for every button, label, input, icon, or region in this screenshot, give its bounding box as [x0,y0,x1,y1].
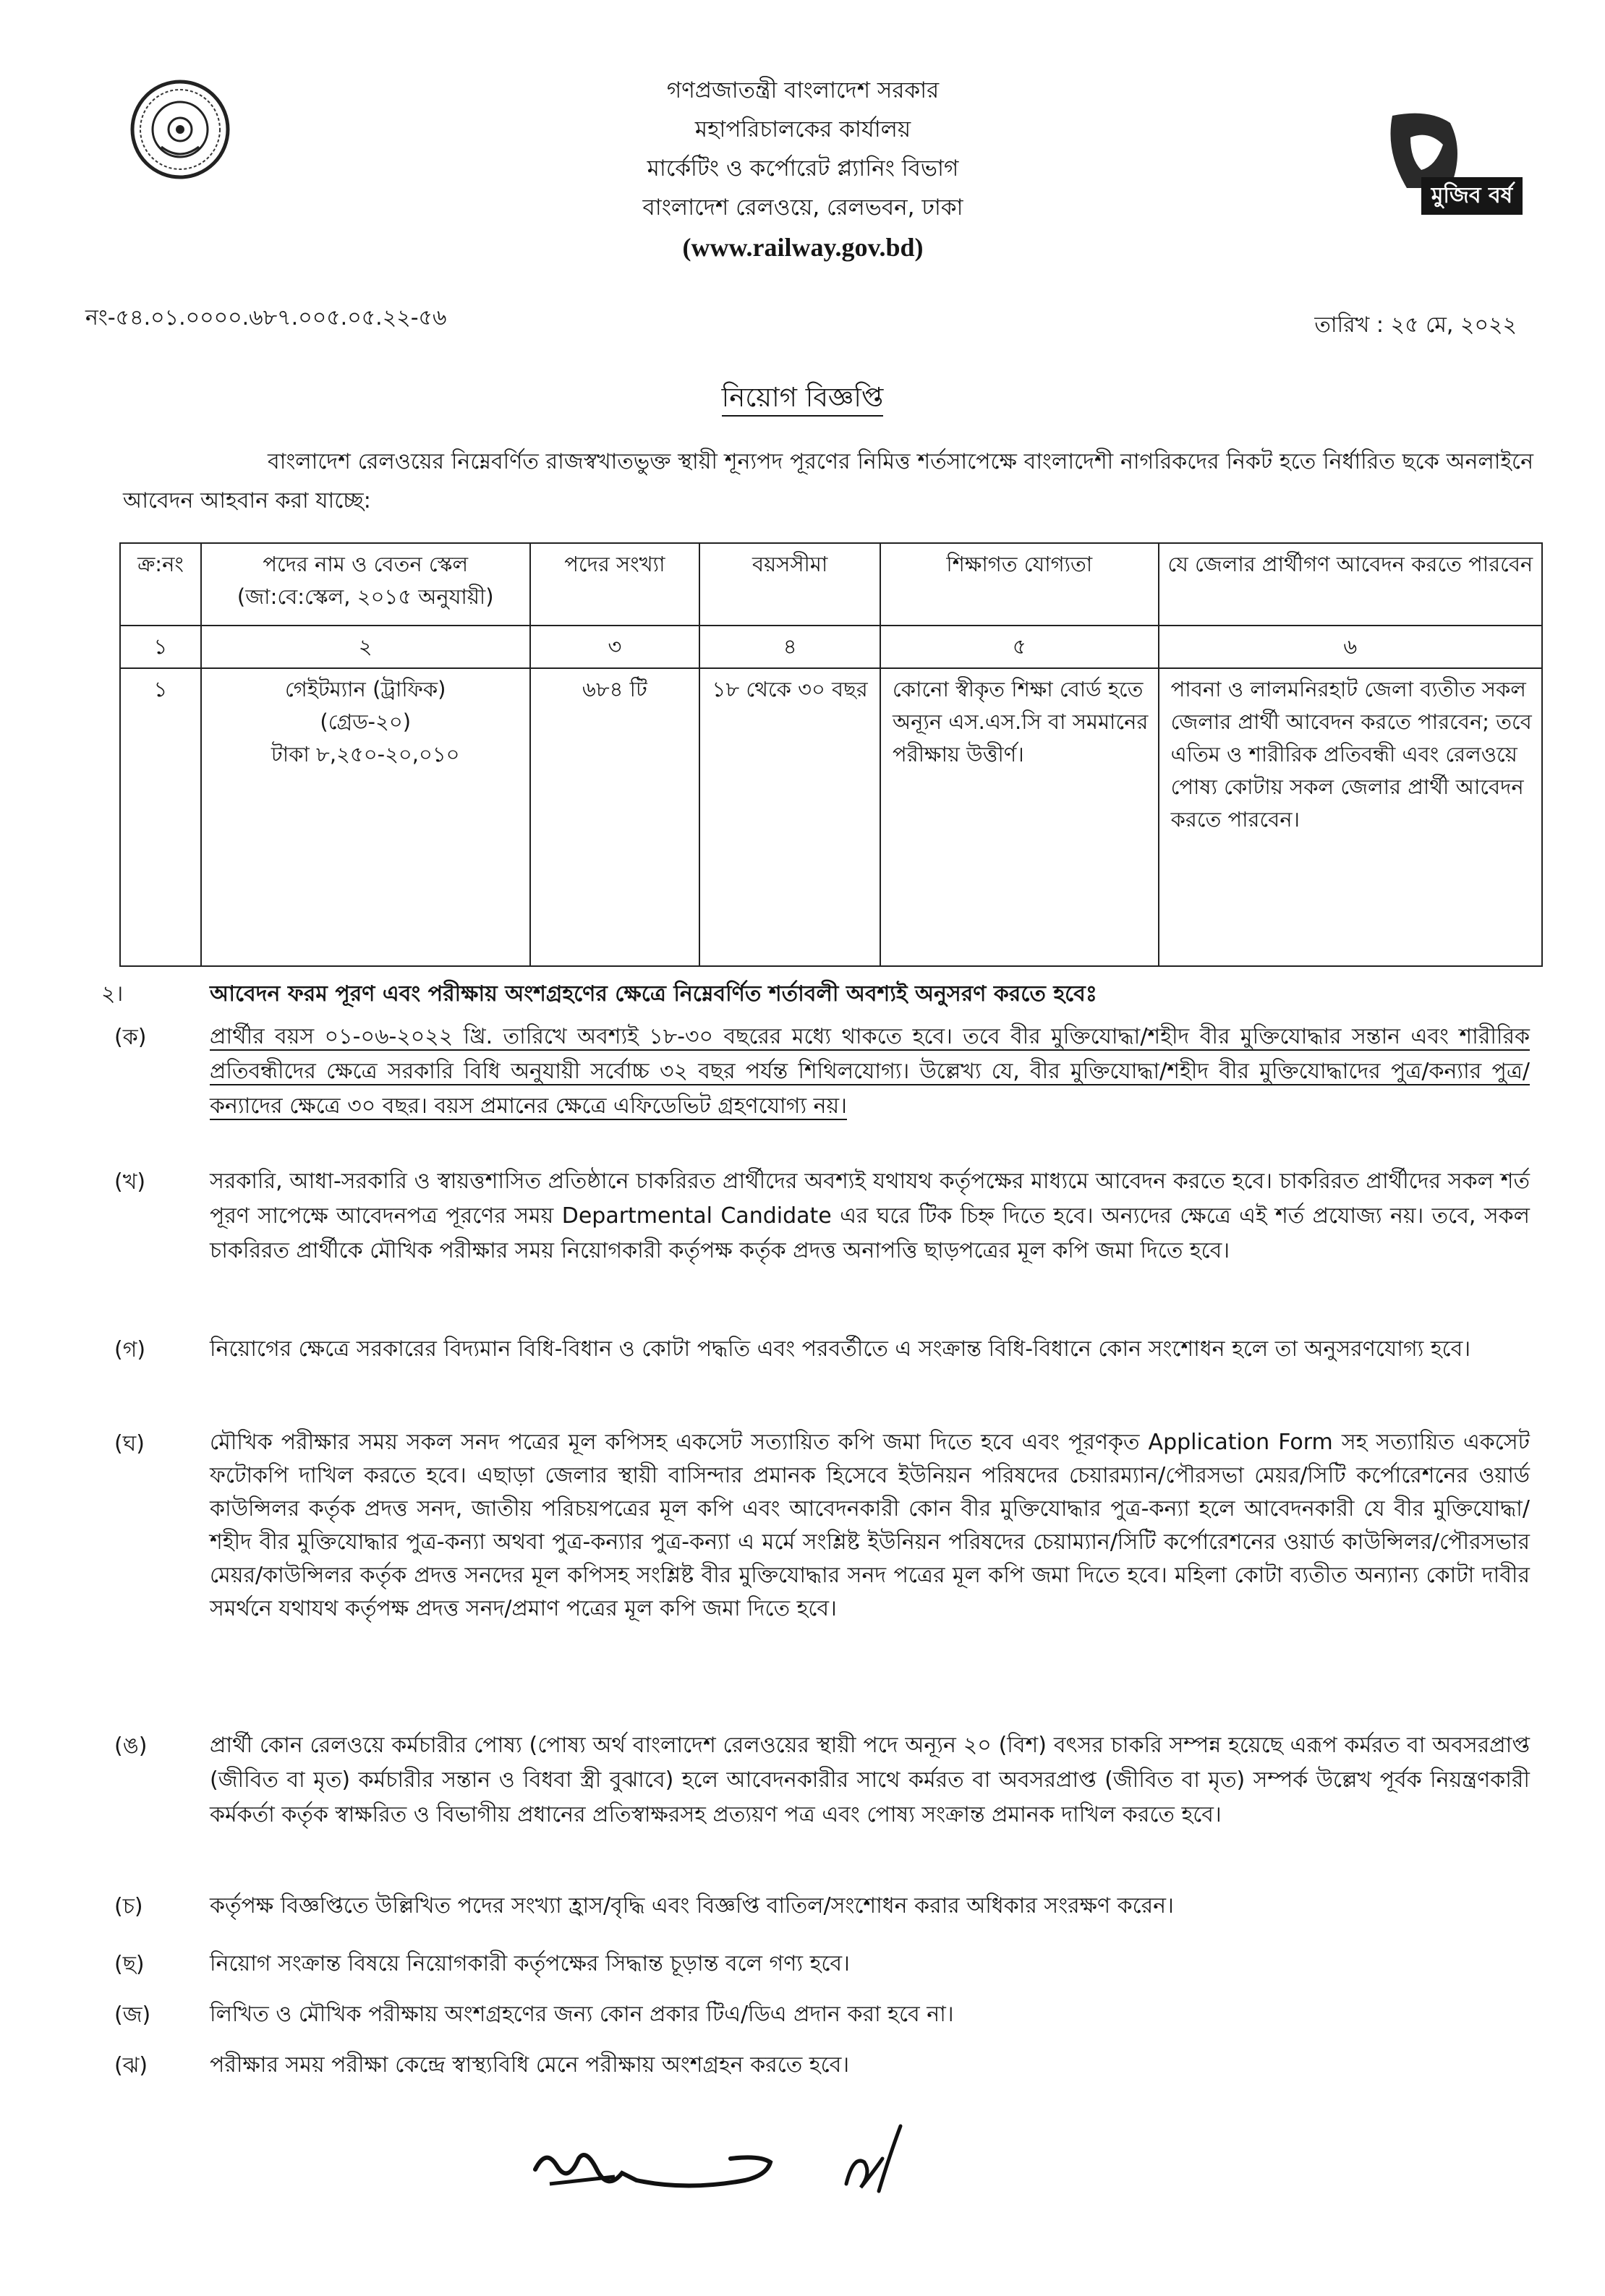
vacancy-table [119,542,1543,967]
column-number: ৬ [1159,626,1542,668]
logo-text: মুজিব বর্ষ [1431,183,1513,208]
letterhead [405,71,1201,268]
condition-text: প্রার্থীর বয়স ০১-০৬-২০২২ খ্রি. তারিখে অবশ্যই ১৮-৩০ বছরের মধ্যে থাকতে হবে। তবে বীর মুক্তিযোদ্ধা/শহীদ বীর মুক্তিযোদ্ধার সন্তান এবং শারীরিক প্রতিবন্ধীদের ক্ষেত্রে সরকারি বিধি অনুযায়ী সর্বোচ্চ ৩২ বছর পর্যন্ত শিথিলযোগ্য। উল্লেখ্য যে, বীর মুক্তিযোদ্ধা/শহীদ বীর মুক্তিযোদ্ধাদের পুত্র/কন্যার পুত্র/কন্যাদের ক্ষেত্রে ৩০ বছর। বয়স প্রমানের ক্ষেত্রে এফিডেভিট গ্রহণযোগ্য নয়। [210,1024,1530,1119]
post-grade: (গ্রেড-২০) [320,709,412,734]
section-heading: আবেদন ফরম পূরণ এবং পরীক্ষায় অংশগ্রহণের ক্ষেত্রে নিম্নেবর্ণিত শর্তাবলী অবশ্যই অনুসরণ করতে হবেঃ [210,981,1097,1007]
post-name: গেইটম্যান (ট্রাফিক) [284,677,446,701]
condition-text: প্রার্থী কোন রেলওয়ে কর্মচারীর পোষ্য (পোষ্য অর্থ বাংলাদেশ রেলওয়ের স্থায়ী পদে অন্যূন ২০ (বিশ) বৎসর চাকরি সম্পন্ন হয়েছে এরূপ কর্মরত বা অবসরপ্রাপ্ত (জীবিত বা মৃত) কর্মচারীর সন্তান ও বিধবা স্ত্রী বুঝাবে) হলে আবেদনকারীর সাথে কর্মরত বা অবসরপ্রাপ্ত (জীবিত বা মৃত) সম্পর্ক উল্লেখ পূর্বক নিয়ন্ত্রণকারী কর্মকর্তা কর্তৃক স্বাক্ষরিত ও বিভাগীয় প্রধানের প্রতিস্বাক্ষরসহ প্রত্যয়ণ পত্র এবং পোষ্য সংক্রান্ত প্রমানক দাখিল করতে হবে। [210,1733,1530,1827]
cell-district: পাবনা ও লালমনিরহাট জেলা ব্যতীত সকল জেলার প্রার্থী আবেদন করতে পারবেন; তবে এতিম ও শারীরিক প্রতিবন্ধী এবং রেলওয়ে পোষ্য কোটায় সকল জেলার প্রার্থী আবেদন করতে পারবেন। [1159,668,1542,966]
issue-date: তারিখ : ২৫ মে, ২০২২ [1314,312,1517,338]
header-education: শিক্ষাগত যোগ্যতা [880,543,1159,626]
header-age: বয়সসীমা [699,543,880,626]
column-number: ২ [201,626,530,668]
condition-label: (চ) [114,1894,143,1919]
condition-label: (ঙ) [114,1733,148,1759]
mujib-borsho-logo [1342,108,1530,217]
signature-one-icon [528,2141,788,2206]
notice-title-text: নিয়োগ বিজ্ঞপ্তি [722,382,884,417]
condition-text: নিয়োগের ক্ষেত্রে সরকারের বিদ্যমান বিধি-বিধান ও কোটা পদ্ধতি এবং পরবর্তীতে এ সংক্রান্ত বিধি-বিধানে কোন সংশোধন হলে তা অনুসরণযোগ্য হবে। [210,1336,1471,1362]
column-number: ১ [120,626,201,668]
column-number: ৩ [530,626,700,668]
condition-label: (ক) [114,1025,147,1050]
header-district: যে জেলার প্রার্থীগণ আবেদন করতে পারবেন [1159,543,1542,626]
condition-text: কর্তৃপক্ষ বিজ্ঞপ্তিতে উল্লিখিত পদের সংখ্যা হ্রাস/বৃদ্ধি এবং বিজ্ঞপ্তি বাতিল/সংশোধন করার অধিকার সংরক্ষণ করেন। [210,1893,1174,1919]
column-number: ৫ [880,626,1159,668]
office-name: মহাপরিচালকের কার্যালয় [694,116,911,142]
notice-title [0,376,1605,422]
cell-age: ১৮ থেকে ৩০ বছর [699,668,880,966]
column-number: ৪ [699,626,880,668]
government-seal-icon [129,78,231,181]
condition-label: (জ) [114,2002,151,2028]
condition-label: (খ) [114,1169,146,1195]
memo-number: নং-৫৪.০১.০০০০.৬৮৭.০০৫.০৫.২২-৫৬ [85,305,447,330]
post-scale: টাকা ৮,২৫০-২০,০১০ [271,742,460,767]
condition-label: (ঘ) [114,1431,145,1456]
condition-label: (গ) [114,1337,146,1362]
website-link[interactable]: (www.railway.gov.bd) [682,233,924,262]
intro-paragraph: বাংলাদেশ রেলওয়ের নিম্নেবর্ণিত রাজস্বখাতভুক্ত স্থায়ী শূন্যপদ পূরণের নিমিত্ত শর্তসাপেক্ষে বাংলাদেশী নাগরিকদের নিকট হতে নির্ধারিত ছকে অনলাইনে আবেদন আহবান করা যাচ্ছে: [123,449,1533,513]
header-post [201,543,530,626]
table-number-row [120,626,1542,668]
table-header-row [120,543,1542,626]
cell-count: ৬৮৪ টি [530,668,700,966]
header-count: পদের সংখ্যা [530,543,700,626]
header-post-line1: পদের নাম ও বেতন স্কেল [263,552,469,576]
condition-text: লিখিত ও মৌখিক পরীক্ষায় অংশগ্রহণের জন্য কোন প্রকার টিএ/ডিএ প্রদান করা হবে না। [210,2002,954,2027]
government-name: গণপ্রজাতন্ত্রী বাংলাদেশ সরকার [666,77,940,103]
condition-label: (ঝ) [114,2053,148,2078]
department-name: মার্কেটিং ও কর্পোরেট প্ল্যানিং বিভাগ [647,155,959,182]
condition-text: মৌখিক পরীক্ষার সময় সকল সনদ পত্রের মূল কপিসহ একসেট সত্যায়িত কপি জমা দিতে হবে এবং পূরণকৃত Application Form সহ সত্যায়িত একসেট ফটোকপি দাখিল করতে হবে। এছাড়া জেলার স্থায়ী বাসিন্দার প্রমানক হিসেবে ইউনিয়ন পরিষদের চেয়ারম্যান/পৌরসভা মেয়র/সিটি কর্পোরেশনের ওয়ার্ড কাউন্সিলর কর্তৃক প্রদত্ত সনদ, জাতীয় পরিচয়পত্রের মূল কপি এবং আবেদনকারী কোন বীর মুক্তিযোদ্ধার পুত্র-কন্যা হলে আবেদনকারী যে বীর মুক্তিযোদ্ধা/শহীদ বীর মুক্তিযোদ্ধার পুত্র-কন্যা অথবা পুত্র-কন্যার পুত্র-কন্যা এ মর্মে সংশ্লিষ্ট ইউনিয়ন পরিষদের চেয়াম্যান/সিটি কর্পোরেশনের ওয়ার্ড কাউন্সিলর/পৌরসভার মেয়র/কাউন্সিলর কর্তৃক প্রদত্ত সনদের মূল কপিসহ সংশ্লিষ্ট বীর মুক্তিযোদ্ধার সনদ পত্রের মূল কপি জমা দিতে হবে। মহিলা কোটা ব্যতীত অন্যান্য কোটা দাবীর সমর্থনে যথাযথ কর্তৃপক্ষ প্রদত্ত সনদ/প্রমাণ পত্রের মূল কপি জমা দিতে হবে। [210,1430,1530,1621]
condition-label: (ছ) [114,1952,145,1977]
condition-text: সরকারি, আধা-সরকারি ও স্বায়ত্তশাসিত প্রতিষ্ঠানে চাকরিরত প্রার্থীদের অবশ্যই যথাযথ কর্তৃপক্ষের মাধ্যমে আবেদন করতে হবে। চাকরিরত প্রার্থীদের সকল শর্ত পূরণ সাপেক্ষে আবেদনপত্র পূরণের সময় Departmental Candidate এর ঘরে টিক চিহ্ন দিতে হবে। অন্যদের ক্ষেত্রে এই শর্ত প্রযোজ্য নয়। তবে, সকল চাকরিরত প্রার্থীকে মৌখিক পরীক্ষার সময় নিয়োগকারী কর্তৃপক্ষ কর্তৃক প্রদত্ত অনাপত্তি ছাড়পত্রের মূল কপি জমা দিতে হবে। [210,1169,1530,1263]
table-row [120,668,1542,966]
section-number: ২। [101,981,124,1007]
cell-post [201,668,530,966]
cell-serial: ১ [120,668,201,966]
condition-text: পরীক্ষার সময় পরীক্ষা কেন্দ্রে স্বাস্থ্যবিধি মেনে পরীক্ষায় অংশগ্রহন করতে হবে। [210,2052,850,2078]
condition-text: নিয়োগ সংক্রান্ত বিষয়ে নিয়োগকারী কর্তৃপক্ষের সিদ্ধান্ত চূড়ান্ত বলে গণ্য হবে। [210,1951,850,1976]
signature-two-icon [832,2119,919,2198]
cell-education: কোনো স্বীকৃত শিক্ষা বোর্ড হতে অন্যূন এস.এস.সি বা সমমানের পরীক্ষায় উত্তীর্ণ। [880,668,1159,966]
organization-address: বাংলাদেশ রেলওয়ে, রেলভবন, ঢাকা [642,195,963,221]
header-post-line2: (জা:বে:স্কেল, ২০১৫ অনুযায়ী) [237,584,494,609]
header-serial: ক্র:নং [120,543,201,626]
